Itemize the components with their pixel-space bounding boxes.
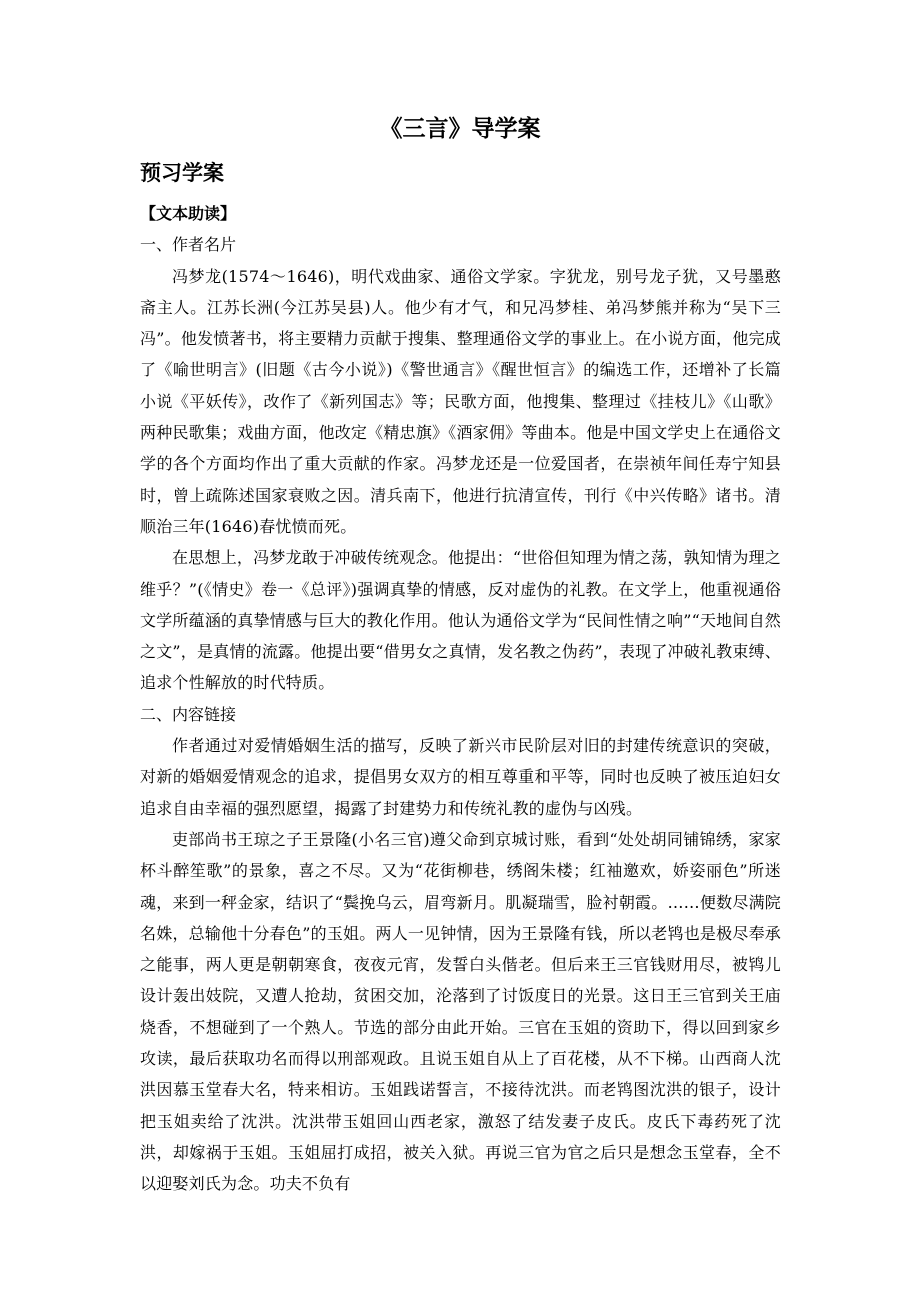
section-heading: 预习学案 [140, 161, 224, 185]
subsection-heading: 【文本助读】 [140, 204, 237, 223]
document-body [140, 198, 781, 1200]
paragraph-author-bio: 冯梦龙(1574～1646)，明代戏曲家、通俗文学家。字犹龙，别号龙子犹，又号墨憨斋主人。江苏长洲(今江苏吴县)人。他少有才气，和兄冯梦桂、弟冯梦熊并称为“吴下三冯”。他发愤著书，将主要精力贡献于搜集、整理通俗文学的事业上。在小说方面，他完成了《喻世明言》(旧题《古今小说》)《警世通言》《醒世恒言》的编选工作，还增补了长篇小说《平妖传》，改作了《新列国志》等；民歌方面，他搜集、整理过《挂枝儿》《山歌》两种民歌集；戏曲方面，他改定《精忠旗》《酒家佣》等曲本。他是中国文学史上在通俗文学的各个方面均作出了重大贡献的作家。冯梦龙还是一位爱国者，在崇祯年间任寿宁知县时，曾上疏陈述国家衰败之因。清兵南下，他进行抗清宣传，刊行《中兴传略》诸书。清顺治三年(1646)春忧愤而死。 [140, 266, 781, 536]
document-title: 《三言》导学案 [379, 116, 541, 142]
paragraph-content-plot: 吏部尚书王琼之子王景隆(小名三官)遵父命到京城讨账，看到“处处胡同铺锦绣，家家杯斗醉笙歌”的景象，喜之不尽。又为“花街柳巷，绣阁朱楼；红袖邀欢，娇姿丽色”所迷魂，来到一秤金家，结识了“鬓挽乌云，眉弯新月。肌凝瑞雪，脸衬朝霞。……便数尽满院名姝，总输他十分春色”的玉姐。两人一见钟情，因为王景隆有钱，所以老鸨也是极尽奉承之能事，两人更是朝朝寒食，夜夜元宵，发誓白头偕老。但后来王三官钱财用尽，被鸨儿设计轰出妓院，又遭人抢劫，贫困交加，沦落到了讨饭度日的光景。这日王三官到关王庙烧香，不想碰到了一个熟人。节选的部分由此开始。三官在玉姐的资助下，得以回到家乡攻读，最后获取功名而得以刑部观政。且说玉姐自从上了百花楼，从不下梯。山西商人沈洪因慕玉堂春大名，特来相访。玉姐践诺誓言，不接待沈洪。而老鸨图沈洪的银子，设计把玉姐卖给了沈洪。沈洪带玉姐回山西老家，激怒了结发妻子皮氏。皮氏下毒药死了沈洪，却嫁祸于玉姐。玉姐屈打成招，被关入狱。再说三官为官之后只是想念玉堂春，全不以迎娶刘氏为念。功夫不负有 [140, 829, 781, 1194]
item-heading-author: 一、作者名片 [140, 235, 237, 255]
paragraph-author-thought: 在思想上，冯梦龙敢于冲破传统观念。他提出：“世俗但知理为情之荡，孰知情为理之维乎？”(《情史》卷一《总评》)强调真挚的情感，反对虚伪的礼教。在文学上，他重视通俗文学所蕴涵的真挚情感与巨大的教化作用。他认为通俗文学为“民间性情之响”“天地间自然之文”，是真情的流露。他提出要“借男女之真情，发名教之伪药”，表现了冲破礼教束缚、追求个性解放的时代特质。 [140, 548, 781, 693]
item-heading-content: 二、内容链接 [140, 704, 237, 724]
paragraph-content-theme: 作者通过对爱情婚姻生活的描写，反映了新兴市民阶层对旧的封建传统意识的突破，对新的婚姻爱情观念的追求，提倡男女双方的相互尊重和平等，同时也反映了被压迫妇女追求自由幸福的强烈愿望，揭露了封建势力和传统礼教的虚伪与凶残。 [140, 736, 781, 818]
